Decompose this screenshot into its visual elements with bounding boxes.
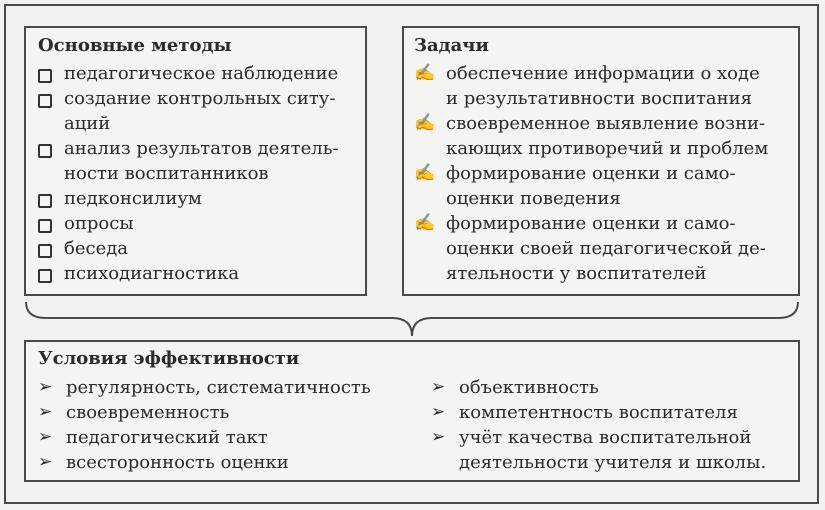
checkbox-square-icon	[38, 94, 52, 108]
checkbox-square-icon	[38, 144, 52, 158]
conditions-box	[24, 340, 800, 482]
writing-hand-icon: ✍	[414, 63, 436, 83]
tasks-title: Задачи	[414, 35, 489, 56]
methods-box	[24, 26, 367, 296]
list-item: ➢ компетентность воспитателя	[431, 402, 738, 423]
writing-hand-icon: ✍	[414, 213, 436, 233]
list-item: беседа	[36, 236, 361, 261]
arrowhead-icon: ➢	[38, 452, 53, 472]
arrowhead-icon: ➢	[431, 377, 446, 397]
checkbox-square-icon	[38, 269, 52, 283]
arrowhead-icon: ➢	[38, 427, 53, 447]
conditions-title: Условия эффективности	[38, 348, 300, 369]
writing-hand-icon: ✍	[414, 113, 436, 133]
methods-title: Основные методы	[38, 35, 232, 56]
list-item: ➢ учёт качества воспитательной деятельности учителя и школы.	[431, 427, 767, 473]
tasks-list	[414, 61, 796, 286]
list-item: ➢ всесторонность оценки	[38, 452, 289, 473]
list-item: ✍ своевременное выявление возни- кающих противоречий и проблем	[414, 113, 769, 159]
conditions-list-left	[38, 375, 418, 475]
list-item: ➢ педагогический такт	[38, 427, 268, 448]
checkbox-square-icon	[38, 69, 52, 83]
list-item: опросы	[36, 211, 361, 236]
tasks-box	[402, 26, 800, 296]
checkbox-square-icon	[38, 194, 52, 208]
list-item: создание контрольных ситу- аций	[36, 86, 361, 136]
list-item: анализ результатов деятель- ности воспитанников	[36, 136, 361, 186]
checkbox-square-icon	[38, 244, 52, 258]
methods-list	[36, 61, 361, 286]
list-item: ➢ своевременность	[38, 402, 230, 423]
arrowhead-icon: ➢	[38, 377, 53, 397]
list-item: ➢ объективность	[431, 377, 599, 398]
writing-hand-icon: ✍	[414, 163, 436, 183]
list-item: педагогическое наблюдение	[36, 61, 361, 86]
checkbox-square-icon	[38, 219, 52, 233]
conditions-list-right	[431, 375, 791, 475]
list-item: педконсилиум	[36, 186, 361, 211]
list-item: ✍ формирование оценки и само- оценки поведения	[414, 163, 736, 209]
list-item: ➢ регулярность, систематичность	[38, 377, 371, 398]
list-item: ✍ формирование оценки и само- оценки своей педагогической де- ятельности у воспитателей	[414, 213, 766, 284]
arrowhead-icon: ➢	[431, 427, 446, 447]
list-item: психодиагностика	[36, 261, 361, 286]
list-item: ✍ обеспечение информации о ходе и результативности воспитания	[414, 63, 760, 109]
arrowhead-icon: ➢	[38, 402, 53, 422]
arrowhead-icon: ➢	[431, 402, 446, 422]
curly-brace-connector	[24, 298, 800, 340]
